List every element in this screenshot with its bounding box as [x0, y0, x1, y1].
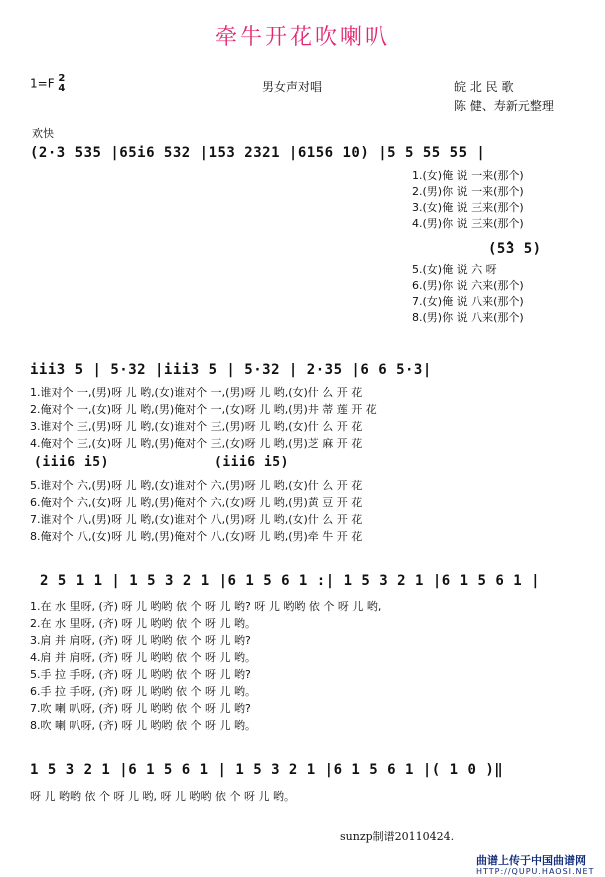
verse-list-1: [412, 168, 524, 232]
lyric-line: 3.谁对个 三,(男)呀 儿 哟,(女)谁对个 三,(男)呀 儿 哟,(女)什 么 开 花: [30, 420, 363, 433]
score-credit: sunzp制谱20110424.: [340, 830, 455, 843]
song-origin: 皖 北 民 歌: [454, 80, 514, 94]
notation-line-2: iii3 5 | 5·32 |iii3 5 | 5·32 | 2·35 |6 6 5·3|: [30, 362, 432, 378]
performance-type: 男女声对唱: [262, 80, 323, 94]
lyric-line: 6.俺对个 六,(女)呀 儿 哟,(男)俺对个 六,(女)呀 儿 哟,(男)黄 豆 开 花: [30, 496, 363, 509]
lyric-line: 5.手 拉 手呀, (齐) 呀 儿 哟哟 依 个 呀 儿 哟?: [30, 668, 251, 681]
lyric-line: 1.在 水 里呀, (齐) 呀 儿 哟哟 依 个 呀 儿 哟? 呀 儿 哟哟 依 个 呀 儿 哟,: [30, 600, 382, 613]
alt-notation-2b: (iii6 i5): [214, 455, 289, 470]
notation-line-4: 1 5 3 2 1 |6 1 5 6 1 | 1 5 3 2 1 |6 1 5 6 1 |( 1 0 )‖: [30, 762, 504, 778]
lyric-line: 2.在 水 里呀, (齐) 呀 儿 哟哟 依 个 呀 儿 哟。: [30, 617, 257, 630]
lyric-line: 7.吹 喇 叭呀, (齐) 呀 儿 哟哟 依 个 呀 儿 哟?: [30, 702, 251, 715]
verse-line: 3.(女)俺 说 三来(那个): [412, 201, 524, 214]
notation-line-3: 2 5 1 1 | 1 5 3 2 1 |6 1 5 6 1 :| 1 5 3 2 1 |6 1 5 6 1 |: [40, 573, 541, 589]
song-title: 牵牛开花吹喇叭: [214, 25, 390, 50]
lyrics-block-2b: [30, 477, 362, 545]
watermark-site-name: 曲谱上传于中国曲谱网: [476, 854, 586, 867]
time-sig-den: 4: [58, 83, 66, 94]
lyric-line: 5.谁对个 六,(男)呀 儿 哟,(女)谁对个 六,(男)呀 儿 哟,(女)什 么 开 花: [30, 479, 363, 492]
time-signature: [58, 74, 65, 94]
lyric-line: 8.俺对个 八,(女)呀 儿 哟,(男)俺对个 八,(女)呀 儿 哟,(男)牵 牛 开 花: [30, 530, 363, 543]
arranger: 陈 健、寿新元整理: [454, 99, 554, 113]
notation-line-1: (2·3 535 |65i6 532 |153 2321 |6156 10) |5 5 55 55 |: [30, 145, 486, 161]
lyric-line: 1.谁对个 一,(男)呀 儿 哟,(女)谁对个 一,(男)呀 儿 哟,(女)什 么 开 花: [30, 386, 363, 399]
lyric-line: 6.手 拉 手呀, (齐) 呀 儿 哟哟 依 个 呀 儿 哟。: [30, 685, 257, 698]
verse-line: 5.(女)俺 说 六 呀: [412, 263, 497, 276]
key-label: 1=F: [30, 76, 55, 91]
verse-line: 4.(男)你 说 三来(那个): [412, 217, 524, 230]
lyric-line-final: 呀 儿 哟哟 依 个 呀 儿 哟, 呀 儿 哟哟 依 个 呀 儿 哟。: [30, 790, 295, 803]
verse-list-2: [412, 262, 524, 326]
verse-line: 1.(女)俺 说 一来(那个): [412, 169, 524, 182]
lyric-line: 2.俺对个 一,(女)呀 儿 哟,(男)俺对个 一,(女)呀 儿 哟,(男)井 蒂 莲 开 花: [30, 403, 377, 416]
verse-line: 2.(男)你 说 一来(那个): [412, 185, 524, 198]
key-signature: [30, 74, 65, 94]
lyric-line: 4.肩 并 肩呀, (齐) 呀 儿 哟哟 依 个 呀 儿 哟。: [30, 651, 257, 664]
alt-notation-1: (5̂3 5): [488, 241, 542, 257]
lyric-line: 3.肩 并 肩呀, (齐) 呀 儿 哟哟 依 个 呀 儿 哟?: [30, 634, 251, 647]
lyrics-block-3: [30, 598, 381, 734]
verse-line: 7.(女)俺 说 八来(那个): [412, 295, 524, 308]
lyric-line: 8.吹 喇 叭呀, (齐) 呀 儿 哟哟 依 个 呀 儿 哟。: [30, 719, 257, 732]
lyric-line: 7.谁对个 八,(男)呀 儿 哟,(女)谁对个 八,(男)呀 儿 哟,(女)什 么 开 花: [30, 513, 363, 526]
lyric-line: 4.俺对个 三,(女)呀 儿 哟,(男)俺对个 三,(女)呀 儿 哟,(男)芝 麻 开 花: [30, 437, 363, 450]
alt-notation-2a: (iii6 i5): [34, 455, 109, 470]
time-sig-num: 2: [58, 73, 66, 84]
watermark-site-url: HTTP://QUPU.HAOSI.NET: [476, 867, 595, 876]
lyrics-block-2a: [30, 384, 377, 452]
tempo-marking: 欢快: [32, 127, 54, 140]
verse-line: 6.(男)你 说 六来(那个): [412, 279, 524, 292]
verse-line: 8.(男)你 说 八来(那个): [412, 311, 524, 324]
